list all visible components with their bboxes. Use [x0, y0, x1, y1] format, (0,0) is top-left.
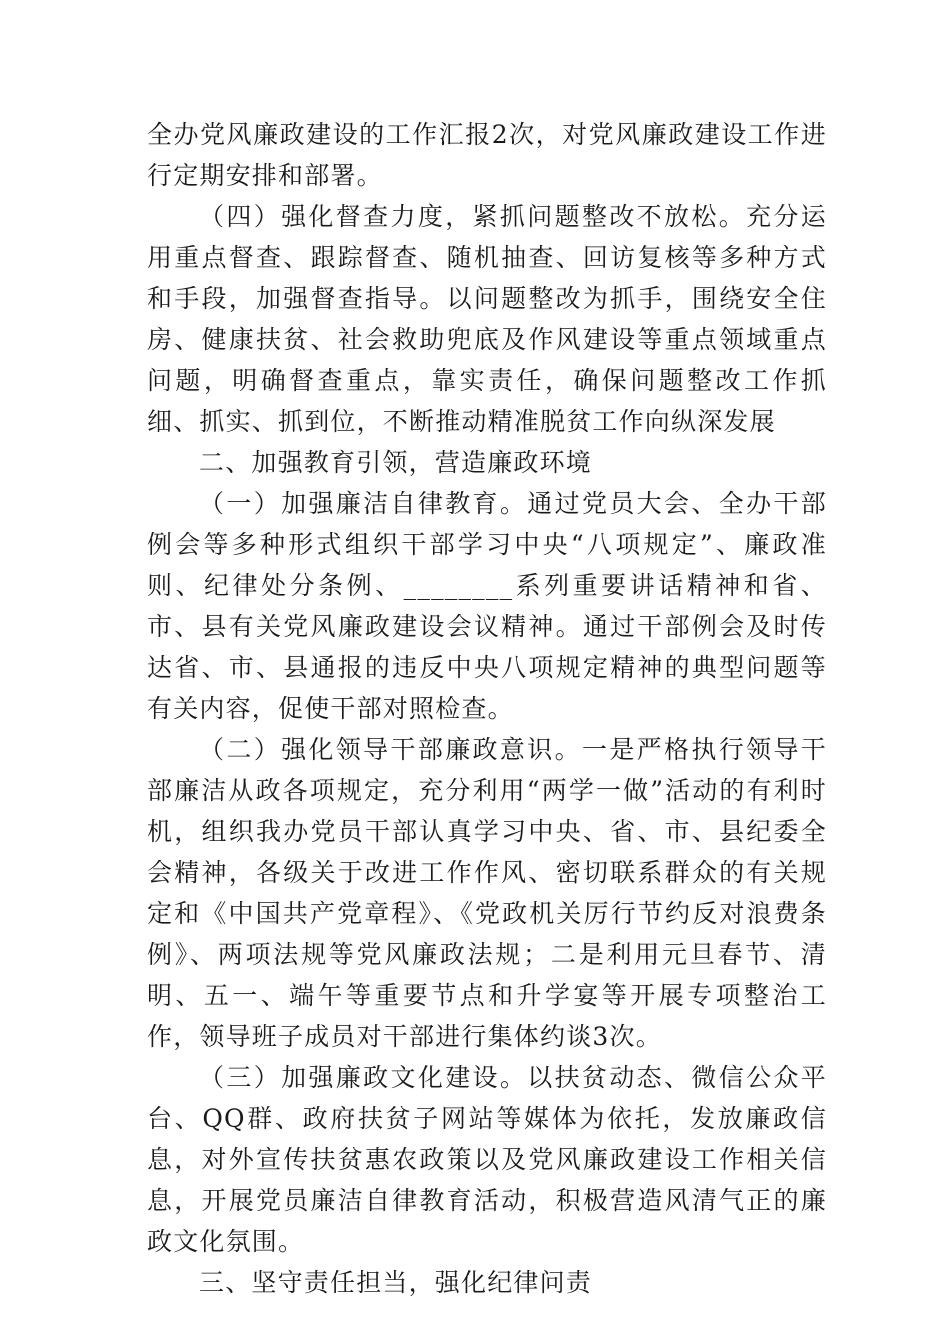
- paragraph-self-discipline: （一）加强廉洁自律教育。通过党员大会、全办干部例会等多种形式组织干部学习中央“八项规定”、廉政准则、纪律处分条例、________系列重要讲话精神和省、市、县有关党风廉政建设会议精神。通过干部例会及时传达省、市、县通报的违反中央八项规定精神的典型问题等有关内容，促使干部对照检查。: [147, 489, 827, 723]
- document-body: [147, 114, 827, 1303]
- section-heading-education: 二、加强教育引领，营造廉政环境: [199, 448, 593, 477]
- paragraph-culture-building: （三）加强廉政文化建设。以扶贫动态、微信公众平台、QQ群、政府扶贫子网站等媒体为依托，发放廉政信息，对外宣传扶贫惠农政策以及党风廉政建设工作相关信息，开展党员廉洁自律教育活动，积极营造风清气正的廉政文化氛围。: [147, 1063, 827, 1256]
- section-heading-accountability: 三、坚守责任担当，强化纪律问责: [199, 1268, 593, 1297]
- paragraph-leadership-awareness: （二）强化领导干部廉政意识。一是严格执行领导干部廉洁从政各项规定，充分利用“两学一做”活动的有利时机，组织我办党员干部认真学习中央、省、市、县纪委全会精神，各级关于改进工作作风、密切联系群众的有关规定和《中国共产党章程》、《党政机关厉行节约反对浪费条例》、两项法规等党风廉政法规；二是利用元旦春节、清明、五一、端午等重要节点和升学宴等开展专项整治工作，领导班子成员对干部进行集体约谈3次。: [147, 735, 827, 1051]
- paragraph-report-continuation: 全办党风廉政建设的工作汇报2次，对党风廉政建设工作进行定期安排和部署。: [147, 120, 827, 190]
- paragraph-supervision: （四）强化督查力度，紧抓问题整改不放松。充分运用重点督查、跟踪督查、随机抽查、回访复核等多种方式和手段，加强督查指导。以问题整改为抓手，围绕安全住房、健康扶贫、社会救助兜底及作风建设等重点领域重点问题，明确督查重点，靠实责任，确保问题整改工作抓细、抓实、抓到位，不断推动精准脱贫工作向纵深发展: [147, 202, 827, 436]
